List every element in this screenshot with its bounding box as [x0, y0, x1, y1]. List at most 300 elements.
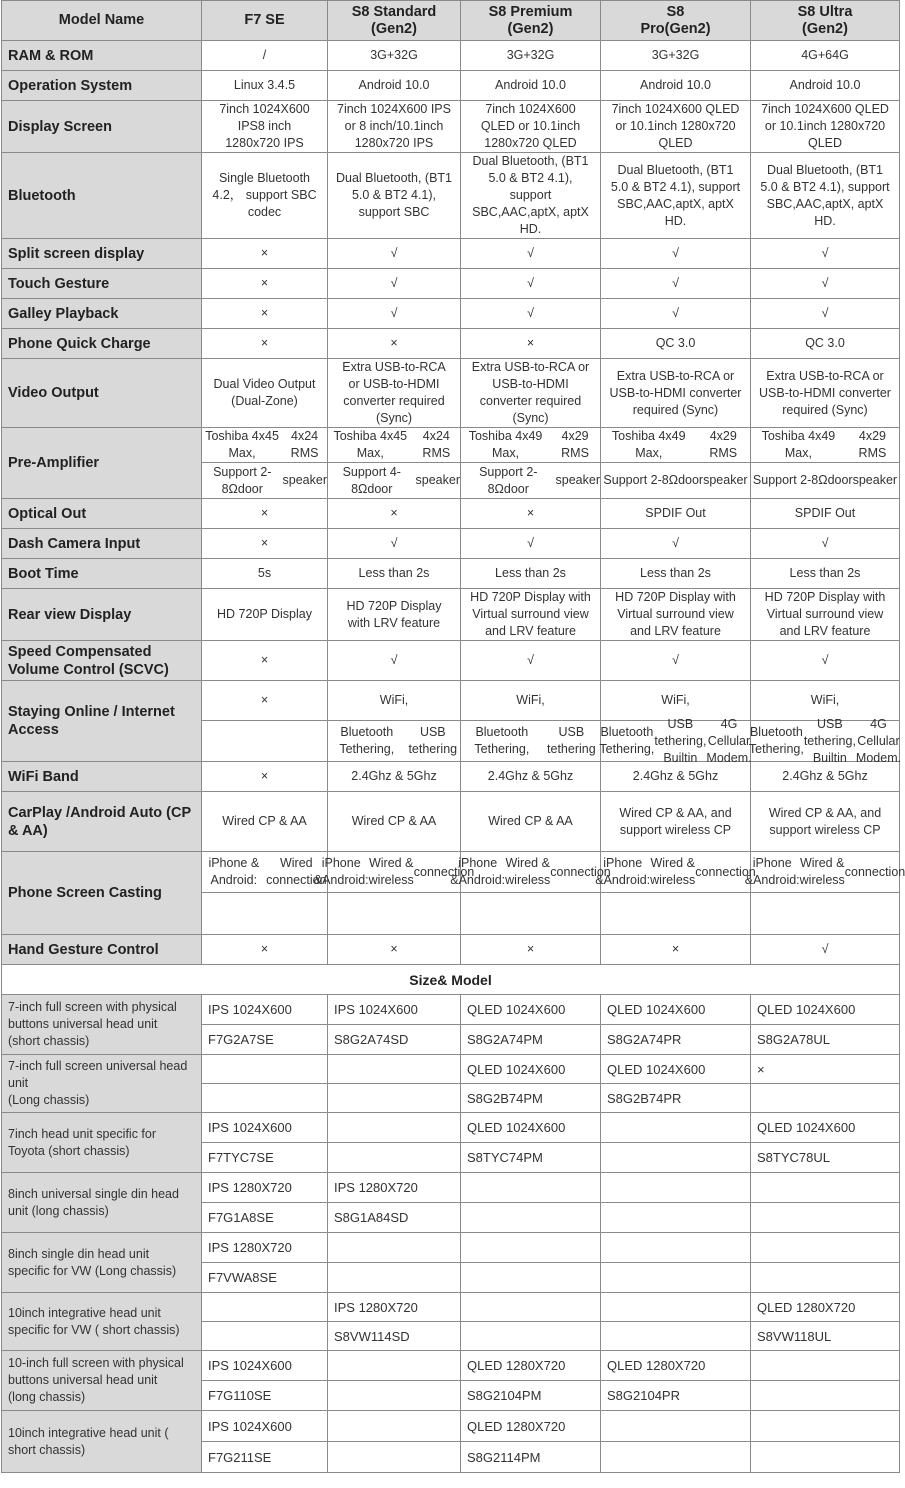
text-line: Toyota (short chassis) — [8, 1143, 130, 1158]
text-line: Wired CP & AA, and — [619, 805, 732, 820]
spec-label — [2, 589, 202, 641]
spec-value — [601, 269, 751, 299]
text-line: Dash Camera Input — [8, 535, 141, 552]
text-line: Dual Bluetooth, (BT1 — [472, 154, 589, 168]
text-line: × — [260, 336, 269, 350]
text-line: Extra USB-to-RCA or — [471, 360, 590, 374]
text-line: 7inch 1024X600 QLED — [761, 102, 889, 116]
text-line: 5s — [257, 566, 272, 580]
text-line: 4x24 RMS — [422, 429, 451, 460]
spec-row — [2, 101, 900, 153]
spec-value-top — [202, 681, 327, 721]
model-header-4 — [751, 1, 900, 41]
spec-label — [2, 499, 202, 529]
text-line: × — [260, 942, 269, 956]
text-line: Display Screen — [8, 118, 112, 135]
text-line: (Dual-Zone) — [231, 394, 298, 408]
text-line: √ — [672, 653, 679, 667]
size-row-top — [2, 1233, 900, 1263]
text-line: S8 Ultra — [797, 3, 853, 20]
text-line: √ — [390, 536, 398, 550]
model-header-0 — [202, 1, 328, 41]
size-spec: QLED 1024X600 — [461, 1113, 601, 1143]
size-spec — [751, 1411, 900, 1442]
text-line: Less than 2s — [640, 566, 711, 580]
text-line: Dual Bluetooth, (BT1 — [617, 162, 734, 177]
spec-value-top — [313, 852, 475, 893]
spec-value — [751, 935, 900, 965]
text-line: Support 2-8Ωdoor — [479, 464, 538, 496]
text-line: 7inch 1024X600 — [219, 102, 310, 116]
text-line: F7 SE — [244, 12, 285, 28]
spec-value — [601, 559, 751, 589]
text-line: or 10.1inch 1280x720 — [615, 119, 736, 133]
spec-row — [2, 529, 900, 559]
spec-label — [2, 41, 202, 71]
size-spec: QLED 1280X720 — [601, 1351, 751, 1381]
size-model-code: S8G2A78UL — [751, 1025, 900, 1055]
spec-value — [751, 559, 900, 589]
text-line: S8 — [666, 3, 685, 20]
text-line: Toshiba 4x49 Max, — [468, 429, 543, 460]
spec-value — [601, 935, 751, 965]
text-line: iPhone & Android: — [208, 856, 260, 887]
text-line: Toshiba 4x49 Max, — [611, 429, 686, 460]
spec-value — [751, 641, 900, 681]
text-line: QLED or 10.1inch — [480, 119, 581, 133]
text-line: with LRV feature — [347, 615, 441, 630]
text-line: Touch Gesture — [8, 275, 110, 292]
spec-value — [328, 71, 461, 101]
text-line: √ — [821, 306, 829, 320]
spec-value-top — [202, 428, 327, 463]
spec-value — [461, 681, 601, 762]
text-line: SBC,AAC,aptX, aptX — [617, 196, 734, 211]
spec-value — [202, 329, 328, 359]
size-model-code: S8G2104PR — [601, 1381, 751, 1411]
text-line: iPhone &Android: — [595, 856, 651, 887]
size-label — [2, 1411, 202, 1473]
size-spec: QLED 1024X600 — [461, 1055, 601, 1084]
size-model-code — [461, 1263, 601, 1293]
text-line: Extra USB-to-RCA — [342, 360, 446, 374]
size-spec: QLED 1024X600 — [461, 995, 601, 1025]
text-line: Phone Quick Charge — [8, 335, 151, 352]
text-line: and LRV feature — [779, 624, 871, 638]
text-line: Bluetooth — [8, 187, 76, 204]
text-line: √ — [672, 306, 679, 320]
text-line: iPhone &Android: — [450, 856, 506, 887]
spec-value — [601, 101, 751, 153]
spec-row — [2, 559, 900, 589]
spec-label — [2, 529, 202, 559]
text-line: 5.0 & BT2 4.1), — [351, 188, 437, 202]
text-line: Boot Time — [8, 565, 79, 582]
text-line: Speed Compensated — [8, 643, 152, 660]
text-line: (short chassis) — [8, 1034, 90, 1048]
size-model-code: S8VW114SD — [328, 1322, 461, 1351]
text-line: (Gen2) — [802, 20, 848, 37]
text-line: USB-to-HDMI — [492, 377, 569, 391]
model-name-header: Model Name — [2, 1, 202, 41]
text-line: WiFi, — [516, 693, 545, 707]
text-line: (Sync) — [512, 411, 549, 425]
size-label — [2, 1351, 202, 1411]
spec-value — [601, 589, 751, 641]
text-line: support wireless CP — [769, 822, 881, 837]
text-line: √ — [527, 653, 534, 667]
size-model-code — [751, 1084, 900, 1113]
spec-value — [748, 681, 902, 765]
spec-value — [328, 41, 461, 71]
text-line: (long chassis) — [8, 1390, 86, 1404]
spec-value — [202, 852, 328, 935]
spec-value — [202, 529, 328, 559]
size-model-code — [751, 1442, 900, 1473]
text-line: 1280x720 IPS — [354, 136, 434, 150]
size-label — [2, 1293, 202, 1351]
text-line: USB-to-HDMI converter — [609, 385, 742, 400]
size-spec: QLED 1024X600 — [751, 995, 900, 1025]
size-spec: QLED 1280X720 — [461, 1411, 601, 1442]
size-spec: QLED 1280X720 — [461, 1351, 601, 1381]
spec-value — [202, 41, 328, 71]
text-line: iPhone &Android: — [744, 856, 800, 887]
text-line: √ — [390, 276, 398, 290]
text-line: × — [260, 693, 269, 707]
spec-value — [461, 359, 601, 428]
text-line: RAM & ROM — [8, 47, 94, 64]
size-model-code: S8G2A74SD — [328, 1025, 461, 1055]
spec-value-bottom — [748, 716, 902, 765]
spec-value — [601, 359, 751, 428]
text-line: (Sync) — [375, 411, 413, 425]
size-model-code: F7TYC7SE — [202, 1143, 328, 1173]
spec-value-bottom — [328, 721, 460, 761]
spec-label — [2, 329, 202, 359]
text-line: √ — [672, 536, 679, 550]
spec-value-top — [461, 428, 600, 463]
text-line: (Gen2) — [507, 20, 554, 37]
text-line: Galley Playback — [8, 305, 119, 322]
size-spec: × — [751, 1055, 900, 1084]
text-line: √ — [390, 306, 398, 320]
size-spec: QLED 1024X600 — [751, 1113, 900, 1143]
size-model-code — [601, 1442, 751, 1473]
size-model-code — [601, 1263, 751, 1293]
size-row-top — [2, 1351, 900, 1381]
text-line: 4G+64G — [801, 48, 849, 62]
spec-value — [601, 41, 751, 71]
text-line: √ — [821, 942, 829, 956]
spec-value — [328, 641, 461, 681]
text-line: SBC,AAC,aptX, aptX — [766, 196, 884, 211]
spec-value — [202, 101, 328, 153]
spec-value — [202, 681, 328, 762]
size-model-section-title: Size& Model — [2, 965, 900, 995]
text-line: × — [260, 653, 269, 667]
size-model-code: F7VWA8SE — [202, 1263, 328, 1293]
spec-value-bottom — [461, 463, 600, 498]
section-row — [2, 965, 900, 995]
text-line: / — [262, 48, 267, 62]
text-line: Support 2-8Ωdoor — [603, 473, 704, 487]
spec-value — [751, 792, 900, 852]
spec-row — [2, 359, 900, 428]
size-model-code — [202, 1084, 328, 1113]
text-line: √ — [821, 276, 829, 290]
size-model-code — [751, 1381, 900, 1411]
spec-row — [2, 41, 900, 71]
spec-row — [2, 762, 900, 792]
size-label — [2, 1055, 202, 1113]
size-row-top — [2, 1293, 900, 1322]
header-row — [2, 1, 900, 41]
spec-value — [328, 935, 461, 965]
size-spec: QLED 1280X720 — [751, 1293, 900, 1322]
text-line: Pro(Gen2) — [640, 20, 711, 37]
size-spec: QLED 1024X600 — [601, 995, 751, 1025]
spec-label — [2, 269, 202, 299]
text-line: Android 10.0 — [640, 78, 711, 92]
size-spec: QLED 1024X600 — [601, 1055, 751, 1084]
spec-label — [2, 559, 202, 589]
spec-value-top — [328, 681, 460, 721]
spec-value — [461, 71, 601, 101]
size-spec — [328, 1233, 461, 1263]
size-label — [2, 995, 202, 1055]
size-model-code — [751, 1263, 900, 1293]
spec-value-bottom — [202, 893, 327, 934]
spec-value — [202, 499, 328, 529]
spec-value — [461, 589, 601, 641]
spec-value — [461, 641, 601, 681]
spec-value — [751, 428, 900, 499]
size-row-top — [2, 1411, 900, 1442]
spec-row — [2, 852, 900, 935]
spec-row — [2, 792, 900, 852]
size-spec — [751, 1233, 900, 1263]
size-model-code: S8TYC74PM — [461, 1143, 601, 1173]
text-line: USB tethering — [408, 725, 458, 756]
text-line: Video Output — [8, 385, 99, 401]
spec-value — [202, 153, 328, 239]
text-line: HD. — [519, 222, 542, 236]
spec-label — [2, 299, 202, 329]
text-line: connection — [844, 864, 905, 879]
text-line: 4x24 RMS — [290, 429, 319, 460]
spec-value — [601, 428, 751, 499]
spec-value — [461, 41, 601, 71]
size-spec — [328, 1055, 461, 1084]
text-line: 10-inch full screen with physical — [8, 1356, 184, 1370]
text-line: Access — [8, 722, 59, 738]
size-spec — [601, 1233, 751, 1263]
text-line: 7-inch full screen universal head — [8, 1059, 188, 1073]
text-line: √ — [527, 246, 534, 260]
spec-value — [202, 641, 328, 681]
text-line: 1280x720 IPS — [225, 136, 304, 150]
text-line: 8inch single din head unit — [8, 1246, 150, 1261]
text-line: QC 3.0 — [655, 336, 696, 350]
text-line: support SBC — [358, 205, 430, 219]
spec-value — [601, 329, 751, 359]
spec-value — [328, 499, 461, 529]
text-line: Toshiba 4x45 Max, — [205, 429, 279, 460]
spec-value-bottom — [328, 463, 460, 498]
spec-value — [751, 529, 900, 559]
text-line: 2.4Ghz & 5Ghz — [632, 769, 719, 783]
spec-value-bottom — [601, 893, 750, 934]
text-line: USB-to-HDMI converter — [759, 385, 891, 400]
text-line: × — [671, 942, 680, 956]
size-row-top — [2, 1055, 900, 1084]
text-line: × — [526, 942, 535, 956]
model-header-2 — [461, 1, 601, 41]
text-line: 4x29 RMS — [561, 429, 589, 460]
spec-value — [328, 269, 461, 299]
spec-value — [601, 299, 751, 329]
text-line: Staying Online / Internet — [8, 704, 175, 720]
text-line: Support 2-8Ωdoor — [213, 464, 272, 496]
size-model-code: F7G2A7SE — [202, 1025, 328, 1055]
text-line: required (Sync) — [632, 402, 719, 417]
spec-label — [2, 153, 202, 239]
text-line: SPDIF Out — [645, 506, 706, 520]
spec-value — [202, 428, 328, 499]
text-line: converter required — [479, 394, 582, 408]
text-line: Virtual surround view — [766, 607, 884, 621]
text-line: 10inch integrative head unit ( — [8, 1425, 169, 1440]
text-line: or USB-to-HDMI — [348, 377, 440, 391]
spec-value — [328, 681, 461, 762]
spec-value — [601, 529, 751, 559]
spec-label — [2, 641, 202, 681]
spec-value — [328, 559, 461, 589]
text-line: Android 10.0 — [358, 78, 430, 92]
text-line: support — [509, 188, 552, 202]
size-model-code: S8VW118UL — [751, 1322, 900, 1351]
spec-row — [2, 428, 900, 499]
size-model-code — [328, 1381, 461, 1411]
model-header-1 — [328, 1, 461, 41]
text-line: 7inch 1024X600 QLED — [611, 102, 740, 116]
spec-value-top — [450, 852, 611, 893]
text-line: 3G+32G — [651, 48, 700, 62]
text-line: √ — [821, 246, 829, 260]
size-model-code — [461, 1203, 601, 1233]
spec-value-bottom — [601, 463, 750, 498]
size-spec: IPS 1024X600 — [202, 1351, 328, 1381]
size-model-code — [461, 1322, 601, 1351]
size-spec — [202, 1055, 328, 1084]
text-line: 8inch universal single din head — [8, 1186, 179, 1201]
size-spec — [461, 1293, 601, 1322]
spec-value-bottom — [461, 893, 600, 934]
size-model-code — [751, 1203, 900, 1233]
size-model-code: F7G1A8SE — [202, 1203, 328, 1233]
size-model-code: S8G1A84SD — [328, 1203, 461, 1233]
text-line: USB tethering — [547, 725, 596, 756]
spec-label — [2, 239, 202, 269]
spec-value — [328, 299, 461, 329]
spec-value — [599, 681, 752, 765]
spec-label — [2, 359, 202, 428]
text-line: × — [260, 246, 269, 260]
text-line: Less than 2s — [358, 566, 430, 580]
text-line: speaker — [282, 473, 327, 487]
text-line: or 10.1inch 1280x720 — [764, 119, 886, 133]
size-model-code: S8G2104PM — [461, 1381, 601, 1411]
text-line: Bluetooth Tethering, — [474, 725, 530, 756]
size-spec — [328, 1113, 461, 1143]
text-line: 4.2， support SBC — [212, 188, 317, 202]
text-line: connection — [413, 864, 475, 879]
spec-row — [2, 499, 900, 529]
size-spec: IPS 1280X720 — [328, 1293, 461, 1322]
spec-value — [751, 239, 900, 269]
text-line: Toshiba 4x45 Max, — [333, 429, 408, 460]
text-line: Wired & wireless — [505, 856, 551, 887]
spec-value — [461, 935, 601, 965]
spec-value-bottom — [461, 721, 600, 761]
text-line: × — [260, 276, 269, 290]
spec-value — [461, 762, 601, 792]
text-line: × — [260, 536, 269, 550]
size-spec — [328, 1411, 461, 1442]
spec-value — [751, 329, 900, 359]
text-line: Extra USB-to-RCA or — [616, 368, 735, 383]
spec-value-top — [328, 428, 460, 463]
spec-value — [461, 269, 601, 299]
text-line: Wired CP & AA — [222, 814, 307, 828]
size-spec — [461, 1233, 601, 1263]
spec-value-bottom — [751, 463, 899, 498]
spec-value-bottom — [328, 893, 460, 934]
text-line: Wired connection — [266, 856, 327, 887]
size-spec — [751, 1351, 900, 1381]
text-line: QLED — [807, 136, 843, 150]
text-line: 10inch integrative head unit — [8, 1305, 161, 1320]
text-line: Wired CP & AA, and — [768, 805, 882, 820]
text-line: × — [526, 336, 535, 350]
spec-value — [461, 499, 601, 529]
size-spec — [461, 1173, 601, 1203]
text-line: × — [526, 506, 535, 520]
spec-label — [2, 935, 202, 965]
text-line: 3G+32G — [506, 48, 555, 62]
text-line: 7inch head unit specific for — [8, 1126, 157, 1141]
text-line: Less than 2s — [495, 566, 566, 580]
spec-row — [2, 269, 900, 299]
text-line: 4x29 RMS — [858, 429, 887, 460]
spec-label — [2, 762, 202, 792]
text-line: √ — [821, 653, 829, 667]
text-line: 5.0 & BT2 4.1), support — [610, 179, 741, 194]
spec-value — [450, 852, 611, 935]
text-line: 3G+32G — [370, 48, 418, 62]
spec-value — [461, 299, 601, 329]
spec-value — [202, 269, 328, 299]
text-line: HD 720P Display — [217, 607, 312, 621]
size-spec — [202, 1293, 328, 1322]
text-line: Bluetooth Tethering, — [339, 725, 395, 756]
spec-value — [601, 792, 751, 852]
spec-value-bottom — [599, 716, 752, 765]
text-line: Dual Video Output — [213, 377, 316, 391]
text-line: HD. — [664, 213, 687, 228]
spec-label — [2, 71, 202, 101]
